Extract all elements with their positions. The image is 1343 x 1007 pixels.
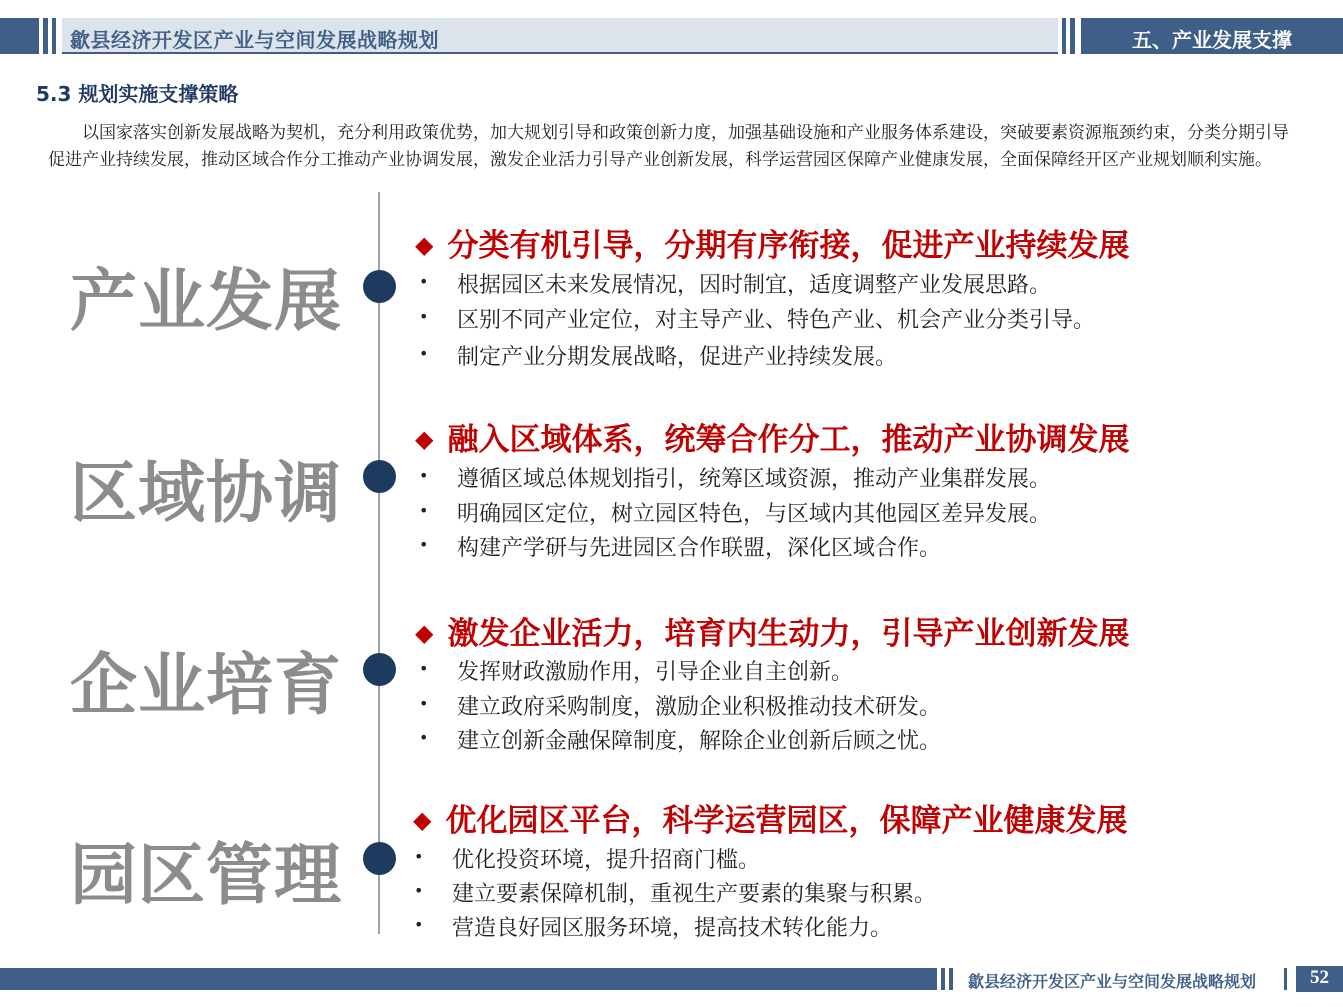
bullet-text: 营造良好园区服务环境，提高技术转化能力。	[452, 916, 893, 941]
bullet-item	[419, 531, 942, 562]
timeline-dot	[363, 842, 396, 875]
bullet-icon: •	[414, 915, 424, 934]
bullet-item	[419, 340, 898, 371]
footer-stripe	[941, 968, 945, 990]
section-label: 企业培育	[70, 646, 342, 724]
bullet-item	[414, 877, 937, 908]
bullet-text: 建立政府采购制度，激励企业积极推动技术研发。	[457, 695, 942, 720]
bullet-item	[414, 843, 761, 874]
bullet-item	[419, 268, 1052, 299]
bullet-item	[419, 655, 854, 686]
section-heading	[415, 414, 1129, 459]
bullet-item	[414, 911, 893, 942]
intro-paragraph: 以国家落实创新发展战略为契机，充分利用政策优势，加大规划引导和政策创新力度，加强基础设施和产业服务体系建设，突破要素资源瓶颈约束，分类分期引导促进产业持续发展，推动区域合作分工推动产业协调发展，激发企业活力引导产业创新发展，科学运营园区保障产业健康发展，全面保障经开区产业规划顺利实施。	[48, 123, 1289, 170]
header-left-bar	[0, 18, 39, 54]
header-stripe	[52, 18, 56, 54]
bullet-item	[419, 724, 942, 755]
bullet-item	[419, 497, 1052, 528]
footer-title: 歙县经济开发区产业与空间发展战略规划	[968, 972, 1257, 991]
bullet-icon: •	[419, 307, 429, 326]
section-heading-text: 优化园区平台，科学运营园区，保障产业健康发展	[445, 803, 1128, 839]
bullet-text: 区别不同产业定位，对主导产业、特色产业、机会产业分类引导。	[457, 308, 1096, 333]
bullet-icon: •	[419, 659, 429, 678]
bullet-text: 发挥财政激励作用，引导企业自主创新。	[457, 660, 854, 685]
section-heading-text: 激发企业活力，培育内生动力，引导产业创新发展	[447, 616, 1130, 652]
bullet-item	[419, 303, 1096, 334]
section-heading	[415, 220, 1129, 265]
bullet-text: 优化投资环境，提升招商门槛。	[452, 848, 761, 873]
bullet-icon: •	[419, 501, 429, 520]
section-heading	[415, 608, 1129, 653]
diamond-icon: ◆	[415, 425, 434, 453]
header-stripe	[1070, 18, 1075, 54]
bullet-item	[419, 462, 1052, 493]
bullet-text: 遵循区域总体规划指引，统筹区域资源，推动产业集群发展。	[457, 467, 1052, 492]
section-heading	[413, 795, 1127, 840]
page-number: 52	[1310, 967, 1329, 988]
bullet-icon: •	[419, 535, 429, 554]
section-label: 区域协调	[70, 454, 342, 532]
section-label: 产业发展	[70, 262, 342, 340]
bullet-text: 建立创新金融保障制度，解除企业创新后顾之忧。	[457, 729, 942, 754]
bullet-text: 根据园区未来发展情况，因时制宜，适度调整产业发展思路。	[457, 273, 1052, 298]
header-chapter: 五、产业发展支撑	[1132, 28, 1292, 52]
header-stripe	[43, 18, 48, 54]
timeline-dot	[363, 270, 396, 303]
timeline-dot	[363, 460, 396, 493]
header-title: 歙县经济开发区产业与空间发展战略规划	[70, 28, 439, 52]
diamond-icon: ◆	[415, 231, 434, 259]
section-heading-text: 融入区域体系，统筹合作分工，推动产业协调发展	[447, 422, 1130, 458]
diamond-icon: ◆	[415, 619, 434, 647]
bullet-icon: •	[414, 847, 424, 866]
bullet-icon: •	[419, 466, 429, 485]
footer-stripe	[1284, 968, 1287, 990]
timeline-dot	[363, 653, 396, 686]
bullet-icon: •	[419, 272, 429, 291]
footer-band	[0, 968, 937, 990]
bullet-text: 明确园区定位，树立园区特色，与区域内其他园区差异发展。	[457, 502, 1052, 527]
footer-stripe	[949, 968, 953, 990]
bullet-icon: •	[419, 728, 429, 747]
bullet-text: 制定产业分期发展战略，促进产业持续发展。	[457, 345, 898, 370]
bullet-icon: •	[419, 694, 429, 713]
bullet-text: 建立要素保障机制，重视生产要素的集聚与积累。	[452, 882, 937, 907]
section-heading-text: 分类有机引导，分期有序衔接，促进产业持续发展	[447, 228, 1130, 264]
bullet-item	[419, 690, 942, 721]
bullet-text: 构建产学研与先进园区合作联盟，深化区域合作。	[457, 536, 942, 561]
section-label: 园区管理	[70, 836, 342, 914]
bullet-icon: •	[419, 344, 429, 363]
section-title: 5.3 规划实施支撑策略	[36, 82, 239, 106]
diamond-icon: ◆	[413, 806, 432, 834]
timeline-line	[378, 192, 380, 934]
bullet-icon: •	[414, 881, 424, 900]
header-stripe	[1062, 18, 1066, 54]
